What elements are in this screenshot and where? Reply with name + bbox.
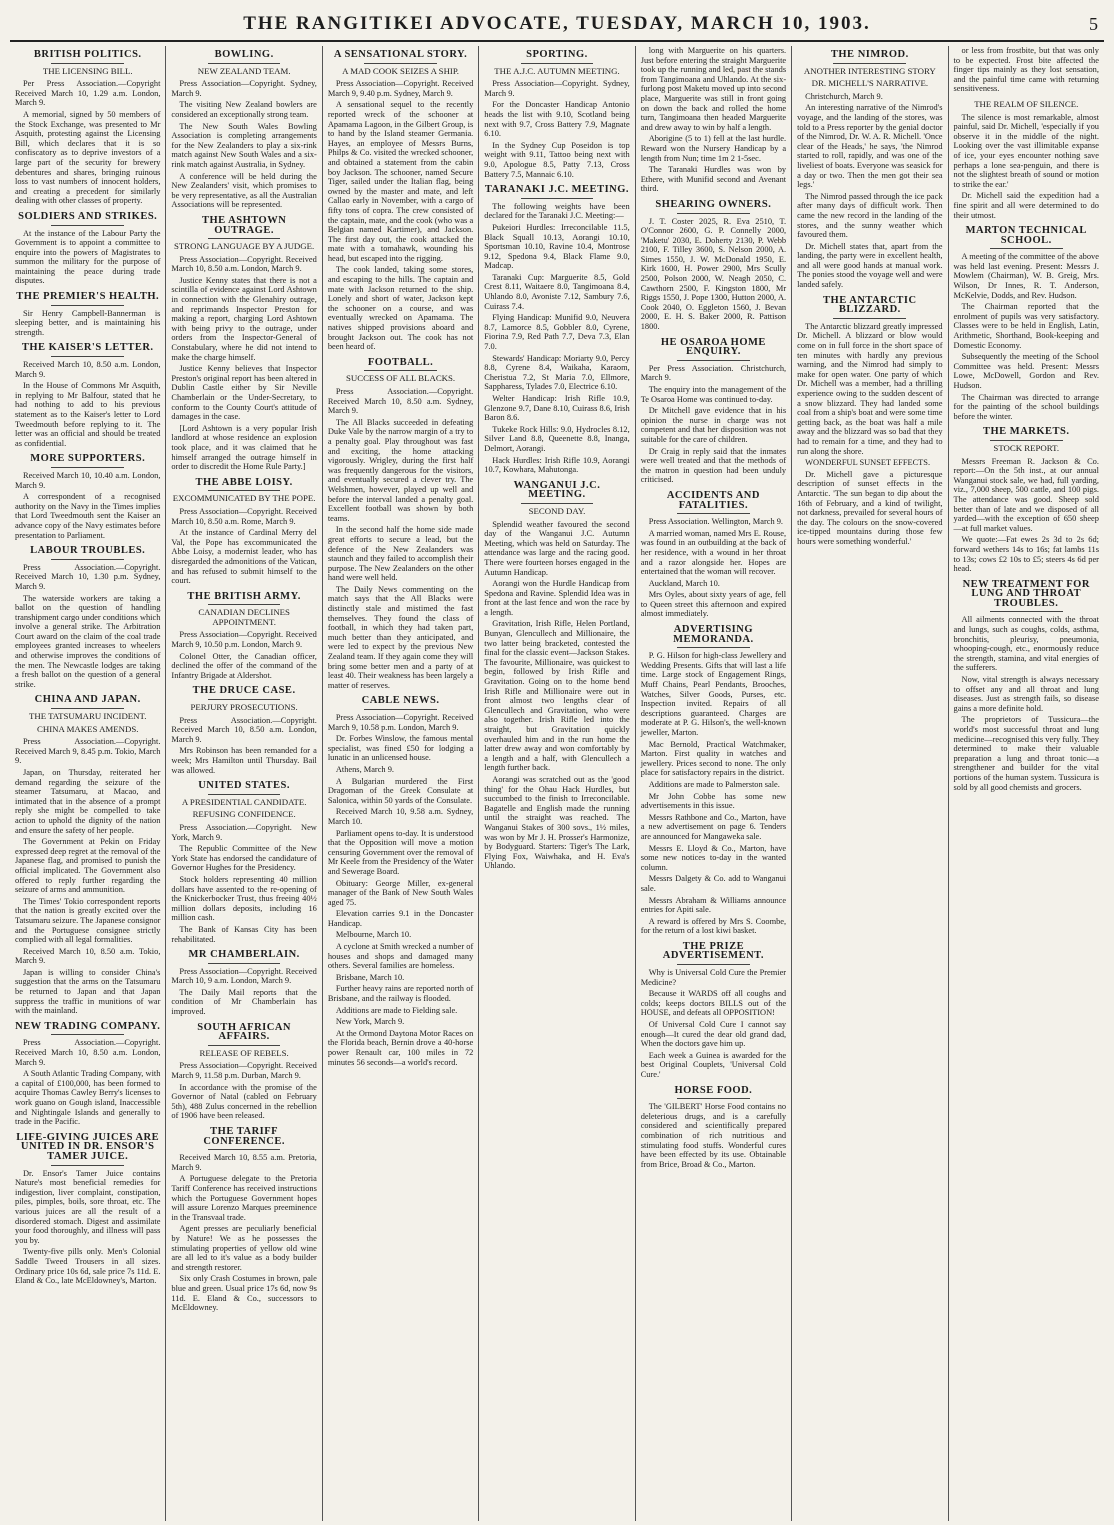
article-subheading: SECOND DAY.	[528, 505, 586, 516]
article-paragraph: We quote:—Fat ewes 2s 3d to 2s 6d; forward wethers 14s to 16s; fat lambs 11s to 13s; cows £2 10s to £5; steers 4s 6d per head.	[953, 535, 1099, 574]
article-paragraph: Received March 10, 8.55 a.m. Pretoria, March 9.	[171, 1153, 317, 1172]
article-paragraph: Melbourne, March 10.	[335, 930, 412, 940]
article-paragraph: Japan, on Thursday, reiterated her demand regarding the seizure of the steamer Tatsumaru, at Macao, and intimated that in the absence of a prompt reply she might be compelled to take action to uphold the dignity of the nation and ensure the safety of her people.	[15, 768, 161, 835]
headline-rule	[677, 1098, 750, 1099]
column-7	[949, 46, 1104, 1521]
article-paragraph: Dr. Forbes Winslow, the famous mental specialist, was fined £50 for lodging a lunatic in an unlicensed house.	[327, 734, 474, 763]
article-paragraph: Press Association.—Copyright. Received March 10, 8.50 a.m. London, March 9.	[15, 1038, 161, 1067]
article-paragraph: Per Press Association.—Copyright Received March 10, 1.29 a.m. London, March 9.	[15, 79, 161, 108]
article-subheading: NEW ZEALAND TEAM.	[197, 65, 291, 76]
article-paragraph: The Daily Mail reports that the condition of Mr Chamberlain has improved.	[171, 987, 317, 1017]
article-paragraph: A South Atlantic Trading Company, with a capital of £100,000, has been formed to acquire Thomas Cawley Berry's licenses to work guano on Gough island, Inaccessible and Nightingale Islands and generally to trade in the Pacific.	[15, 1069, 161, 1127]
article	[171, 216, 316, 472]
article	[171, 1127, 316, 1313]
article-paragraph: Six only Crash Costumes in brown, pale blue and green. Usual price 17s 6d, now 9s 11d. E. Eland & Co., successors to McEldowney.	[171, 1274, 317, 1313]
article-headline: THE ASHTOWN OUTRAGE.	[201, 214, 287, 236]
headline-rule	[677, 964, 750, 965]
article	[171, 478, 316, 586]
article	[641, 625, 786, 936]
newspaper-title: THE RANGITIKEI ADVOCATE, TUESDAY, MARCH 10, 1903.	[243, 13, 871, 34]
article-paragraph: Press Association.—Copyright. Received March 10, 8.50 a.m. London, March 9.	[171, 715, 317, 744]
article-headline: MORE SUPPORTERS.	[30, 453, 146, 465]
article-headline: THE ANTARCTIC BLIZZARD.	[823, 294, 917, 316]
column-1	[10, 46, 166, 1521]
article	[641, 200, 786, 332]
article-headline: ACCIDENTS AND FATALITIES.	[666, 489, 760, 511]
article-headline: BOWLING.	[214, 49, 274, 60]
article-paragraph: Press Association.—Copyright. Received March 9, 8.45 p.m. Tokio, March 9.	[15, 737, 161, 766]
article-headline: THE DRUCE CASE.	[192, 685, 296, 697]
article-paragraph: The silence is most remarkable, almost painful, said Dr. Michell, 'especially if you observe it in the middle of the night. Looking over the vast illimitable expanse of ice, your eyes encounter nothing save perhaps a lone sea-penguin, and there is not the slightest breath of sound or motion to strike the ear.'	[953, 112, 1099, 189]
article-paragraph: Agent presses are peculiarly beneficial by Nature! We as he possesses the stimulating properties of yellow old wine are all led to it's value as a body builder and strength restorer.	[171, 1224, 317, 1272]
article-paragraph: Dr Mitchell gave evidence that in his opinion the nurse in charge was not competent and that her disposition was not suitable for the care of children.	[640, 406, 787, 444]
article-paragraph: Dr. Michell said the expedition had a fine spirit and all were determined to do their utmost.	[953, 191, 1099, 220]
article-paragraph: The Nimrod passed through the ice pack after many days of difficult work. Then came the new record in the landing of the stores, and the sunny weather which favoured them.	[797, 191, 943, 240]
article-paragraph: Mrs Robinson has been remanded for a week; Mrs Hamilton until Thursday. Bail was allowed.	[171, 746, 317, 775]
article-paragraph: The Government at Pekin on Friday expressed deep regret at the removal of the Japanese flag, and promised to punish the official implicated. The Government also offered to reply further regarding the seizure of arms and ammunition.	[15, 837, 161, 895]
headline-rule	[208, 490, 281, 491]
article-headline: THE KAISER'S LETTER.	[21, 342, 154, 354]
headline-rule	[364, 370, 437, 371]
article	[484, 50, 629, 179]
headline-rule	[364, 63, 437, 64]
article	[328, 358, 473, 691]
article-headline: MARTON TECHNICAL SCHOOL.	[965, 225, 1087, 246]
article-paragraph: Messrs E. Lloyd & Co., Marton, have some new notices to-day in the wanted column.	[640, 843, 787, 872]
article-headline: THE PRIZE ADVERTISEMENT.	[662, 940, 765, 962]
article-paragraph: Twenty-five pills only. Men's Colonial Saddle Tweed Trousers in all sizes. Ordinary price 10s 6d, sale price 7s 11d. E. Eland & Co., late McEldowney's, Marton.	[15, 1247, 161, 1286]
headline-rule	[208, 699, 281, 700]
article-paragraph: or less from frostbite, but that was only to be expected. Frost bite affected the finger tips mainly as they lost sensation, and the painful time came with returning sensitiveness.	[953, 46, 1099, 94]
headline-rule	[990, 611, 1063, 612]
article-subheading: STOCK REPORT.	[993, 442, 1060, 453]
article-subheading: DR. MICHELL'S NARRATIVE.	[811, 78, 929, 89]
article-paragraph: Further heavy rains are reported north of Brisbane, and the railway is flooded.	[327, 984, 474, 1004]
article	[15, 1022, 160, 1127]
article-paragraph: Obituary: George Miller, ex-general manager of the Bank of New South Wales aged 75.	[327, 878, 474, 907]
column-6	[792, 46, 948, 1521]
article-paragraph: In the second half the home side made great efforts to secure a lead, but the defence of the New Zealanders was staunch and they failed to accomplish their purpose. The New Zealanders on the other hand were well held.	[327, 525, 474, 583]
article-paragraph: Aborigine (5 to 1) fell at the last hurdle. Reward won the Nursery Handicap by a length from Nun; time 1m 2 1-5sec.	[640, 134, 787, 163]
article-paragraph: The visiting New Zealand bowlers are considered an exceptionally strong team.	[171, 100, 317, 119]
article-headline: SOUTH AFRICAN AFFAIRS.	[197, 1021, 291, 1043]
article-paragraph: Justice Kenny believes that Inspector Preston's original report has been altered in Dublin Castle either by Sir Neville Chamberlain or the Under-Secretary, to conform to the County Court's attitude of damages in the case.	[171, 364, 317, 422]
article-paragraph: Colonel Otter, the Canadian officer, declined the offer of the command of the Infantry Brigade at Aldershot.	[171, 651, 317, 680]
article-paragraph: At the Ormond Daytona Motor Races on the Florida beach, Bernin drove a 40-horse power Renault car, 100 miles in 72 minutes 56 seconds—a world's record.	[327, 1028, 474, 1067]
article-headline: HE OSAROA HOME ENQUIRY.	[660, 336, 766, 358]
article-paragraph: Press Association.—Copyright. Received March 10, 8.50 a.m. Sydney, March 9.	[327, 387, 474, 416]
headline-rule	[51, 305, 124, 306]
article	[641, 46, 786, 194]
article-subheading: THE REALM OF SILENCE.	[974, 98, 1079, 109]
article-headline: THE PREMIER'S HEALTH.	[16, 291, 160, 303]
article-paragraph: Because it WARDS off all coughs and colds; keeps doctors BILLS out of the HOUSE, and defeats all OPPOSITION!	[640, 989, 787, 1018]
article-subheading: THE TATSUMARU INCIDENT.	[28, 711, 147, 722]
article	[15, 343, 160, 448]
article-paragraph: Now, vital strength is always necessary to offset any and all throat and lung diseases. Just as strength fails, so disease gains a more definite hold.	[953, 675, 1099, 713]
headline-rule	[990, 248, 1063, 249]
headline-rule	[208, 604, 281, 605]
article-subheading: A MAD COOK SEIZES A SHIP.	[342, 65, 459, 76]
article-paragraph: Auckland, March 10.	[648, 578, 720, 588]
article-paragraph: Stewards' Handicap: Moriarty 9.0, Percy 8.8, Cyrene 8.4, Waikaha, Karaom, Cheristua 7.2, St Maria 7.0, Ellmore, Sappharess, Tylades 7.0, Electrice 6.10.	[484, 353, 630, 392]
article-paragraph: Splendid weather favoured the second day of the Wanganui J.C. Autumn Meeting, which was held on Saturday. The attendance was large and the racing good. There were fourteen horses engaged in the Autumn Handicap.	[484, 519, 630, 577]
article	[15, 292, 160, 337]
article-paragraph: Press Association—Copyright. Received March 9, 9.40 p.m. Sydney, March 9.	[327, 79, 474, 98]
article-paragraph: Why is Universal Cold Cure the Premier Medicine?	[640, 968, 787, 987]
article-paragraph: The Taranaki Hurdles was won by Ethere, with Munifid second and Avenant third.	[640, 165, 787, 194]
article	[171, 950, 316, 1017]
article-paragraph: Received March 10, 10.40 a.m. London, March 9.	[15, 470, 161, 490]
article-paragraph: Aorangi won the Hurdle Handicap from Spedona and Ravine. Splendid Idea was in front at the last fence and won the race by a length.	[484, 579, 630, 617]
article-paragraph: Dr. Michell states that, apart from the landing, the party were in excellent health, and all were good hands at manual work. The ponies stood the voyage well and were landed safely.	[797, 241, 943, 290]
article-headline: ADVERTISING MEMORANDA.	[673, 624, 754, 645]
article-paragraph: In the Sydney Cup Poseidon is top weight with 9.11, Tattoo being next with 9.0, Apologue 8.5, Patty 7.13, Cross Battery 7.5, Mannaic 6.10.	[484, 140, 630, 179]
article-paragraph: The All Blacks succeeded in defeating Duke Vale by the narrow margin of a try to a penalty goal. Play throughout was fast and exciting, the home attacking vigorously. Wrigley, during the first half was frequently dangerous for the visitors, and eventually secured a clever try. The Welshmen, however, played up well and before the interval landed a penalty goal. Excellent football was shown by both teams.	[327, 417, 474, 523]
columns-container	[10, 46, 1104, 1521]
article	[15, 695, 160, 1015]
article-paragraph: Press Association—Copyright. Received March 10, 8.50 a.m. London, March 9.	[171, 254, 317, 274]
article-paragraph: Received March 10, 8.50 a.m. London, March 9.	[15, 360, 161, 379]
article-paragraph: Per Press Association. Christchurch, March 9.	[640, 363, 787, 383]
article-paragraph: Sir Henry Campbell-Bannerman is sleeping better, and is maintaining his strength.	[15, 308, 161, 337]
article-headline: NEW TREATMENT FOR LUNG AND THROAT TROUBLES.	[962, 578, 1090, 609]
article-paragraph: In accordance with the promise of the Governor of Natal (cabled on February 5th), 488 Zulus concerned in the rebellion of 1906 have been released.	[171, 1082, 317, 1121]
article	[641, 338, 786, 485]
article-paragraph: The Republic Committee of the New York State has endorsed the candidature of Governor Hughes for the Presidency.	[171, 844, 317, 873]
article-paragraph: A memorial, signed by 50 members of the Stock Exchange, was presented to Mr Asquith, protesting against the Licensing Bill, which declares that it is so confiscatory as to deprive investors of a large part of the security for brewery debentures and shares, bringing ruinous loss to vast numbers of innocent holders, and creating a precedent for similarly dealing with other classes of property.	[15, 109, 161, 206]
article-paragraph: Parliament opens to-day. It is understood that the Opposition will move a motion censuring Government over the removal of Mr Keele from the Presidency of the Water and Sewerage Board.	[327, 828, 474, 876]
headline-rule	[51, 1165, 124, 1166]
article-paragraph: Messrs Abraham & Williams announce entries for Apiti sale.	[640, 895, 787, 915]
column-2	[166, 46, 322, 1521]
headline-rule	[833, 318, 906, 319]
article-paragraph: Press Association—Copyright. Received March 9, 11.58 p.m. Durban, March 9.	[171, 1061, 317, 1081]
article-headline: TARANAKI J.C. MEETING.	[484, 184, 630, 196]
article-headline: THE BRITISH ARMY.	[187, 590, 301, 602]
article	[641, 942, 786, 1080]
headline-rule	[208, 63, 281, 64]
article-paragraph: Press Association—Copyright. Received March 10, 8.50 a.m. Rome, March 9.	[171, 506, 317, 526]
article-paragraph: Messrs Dalgety & Co. add to Wanganui sale.	[640, 874, 787, 893]
article-headline: THE MARKETS.	[982, 426, 1070, 438]
article-paragraph: Christchurch, March 9.	[805, 91, 883, 101]
article-paragraph: A sensational sequel to the recently reported wreck of the schooner at Apamama Lagoon, in the Gilbert Group, is to hand by the Island steamer Germania. Hayes, an employee of Messrs Burns, Philps & Co. visited the wrecked schooner, and obtained a statement from the cabin boy Jackson. The schooner, named Secure Tiger, sailed under the Italian flag, being owned by the master and mate, and left Callao early in November, with a cargo of fifty tons of copra. The crew consisted of the captain, mate, and the cook (who was a Belgian named Kartimer), and Jackson. The first day out, the cook attacked the mate with a tomahawk, wounding his head, but escaped into the rigging.	[327, 100, 474, 263]
headline-rule	[51, 708, 124, 709]
article-subheading: EXCOMMUNICATED BY THE POPE.	[172, 493, 316, 504]
article-paragraph: The proprietors of Tussicura—the world's most successful throat and lung medicine—recognised this very fully. They determined to make their valuable preparation a lung and throat tonic—a strengthener and builder for the vital portions of the human system. Tussicura is sold by all good chemists and grocers.	[953, 715, 1099, 792]
article-headline: LIFE-GIVING JUICES ARE UNITED IN DR. ENSOR'S TAMER JUICE.	[16, 1131, 160, 1162]
article-headline: THE NIMROD.	[830, 49, 909, 60]
headline-rule	[208, 794, 281, 795]
article-paragraph: Of Universal Cold Cure I cannot say enough—It cured the dear old grand dad, When the doctors gave him up.	[640, 1020, 787, 1049]
article-paragraph: Hack Hurdles: Irish Rifle 10.9, Aorangi 10.7, Kowhara, Mahutonga.	[484, 455, 630, 475]
article-paragraph: J. T. Coster 2025, R. Eva 2510, T. O'Connor 2600, G. P. Connelly 2000, 'Maketu' 2030, E. Doherty 2130, P. Webb 2100, F. Tilley 3600, S. Nelson 2000, A. Simes 1550, J. W. McDonald 1950, E. Kirk 1600, H. Power 2900, Mrs Scully 2500, Polson 2000, W. Neagh 2050, C. Cawthorn 2500, F. Kingston 1800, Mr Riggs 1550, J. Pope 1300, Hutton 2000, A. Cook 2040, O. Eggleton 1560, J. Bevan 2000, E. H. S. Baker 2000, R. Pattison 1800.	[640, 216, 787, 332]
article-paragraph: In the House of Commons Mr Asquith, in replying to Mr Balfour, stated that he had nothing to add to his previous statement as to the Kaiser's letter to Lord Tweedmouth before replying to it. The letter was an official and should be treated as confidential.	[15, 381, 161, 448]
headline-rule	[208, 963, 281, 964]
article-paragraph: The Daily News commenting on the match says that the All Blacks were distinctly stale and mistimed the fast themselves. They found the class of football, in which they had taken part, much better than they anticipated, and were led to expect by the previous New Zealand team. If they again come they will bring some better men and a party of at least 40. Their weakness has been largely a matter of reserves.	[327, 584, 474, 690]
article-paragraph: [Lord Ashtown is a very popular Irish landlord at whose residence an explosion took place, and it was claimed that he himself arranged the outrage himself in order to discredit the Home Rule Party.]	[171, 423, 317, 472]
article-paragraph: Brisbane, March 10.	[335, 972, 405, 982]
article-paragraph: Gravitation, Irish Rifle, Helen Portland, Bunyan, Glencullech and Millionaire, the two latter being bracketed, contested the final for the classic event—Jackson Stakes. The favourite, Millionaire, was quickest to begin, followed by Irish Rifle and Gravitation. Going on to the home bend Irish Rifle and Millionaire were out in front almost two lengths clear of Glencullech and Gravitation, who were also together. Irish Rifle led into the straight, but Gravitation quickly overhauled him and in the run home the latter drew away and won comfortably by a length and a half, with Glencullech a length further back.	[484, 619, 630, 773]
article-headline: NEW TRADING COMPANY.	[15, 1020, 161, 1032]
article	[171, 592, 316, 681]
article-headline: UNITED STATES.	[198, 780, 291, 792]
article-subheading: A PRESIDENTIAL CANDIDATE.	[181, 796, 307, 807]
article-paragraph: Press Association—Copyright. Received March 9, 10.50 p.m. London, March 9.	[171, 630, 317, 650]
article-headline: THE TARIFF CONFERENCE.	[203, 1126, 285, 1147]
article-paragraph: Flying Handicap: Munifid 9.0, Neuvera 8.7, Lamorce 8.5, Gobbler 8.0, Cyrene, Fiorina 7.9, Red Path 7.7, Deva 7.3, Elan 7.0.	[484, 313, 630, 352]
headline-rule	[208, 1149, 281, 1150]
article-headline: SHEARING OWNERS.	[655, 198, 772, 210]
article-headline: WANGANUI J.C. MEETING.	[513, 479, 601, 501]
article-paragraph: An interesting narrative of the Nimrod's voyage, and the landing of the stores, was told to a Press reporter by the genial doctor of the Nimrod, Dr. W. A. R. Michell. 'Once clear of the Heads,' he says, 'the Nimrod started to roll, rapidly, and was one of the liveliest of boats. Everyone was seasick for a day or two. Then the men got their sea legs.'	[797, 103, 943, 190]
page-number: 5	[1089, 14, 1098, 34]
article-paragraph: Dr. Michell gave a picturesque description of sunset effects in the Antarctic. 'The sun began to dip about the 16th of February, and a kind of twilight, not darkness, prevailed for several hours of the day. The colours on the snow-covered ice-tipped mountains during those few hours were something wonderful.'	[797, 469, 943, 546]
article-paragraph: Mrs Oyles, about sixty years of age, fell to Queen street this afternoon and expired almost immediately.	[640, 590, 787, 619]
article-subheading: ANOTHER INTERESTING STORY	[803, 65, 936, 76]
article-subheading: CHINA MAKES AMENDS.	[37, 723, 139, 734]
article-paragraph: The Antarctic blizzard greatly impressed Dr. Michell. A blizzard or blow would come on in full force in the short space of ten minutes with hardly any previous warning, and the Nimrod had simply to make for open water. One party of which Dr. Michell was a member, had a thrilling experience owing to the sudden descent of a snow blizzard. They had landed some coal from a ship's boat and were some time getting back, as the boat was half a mile away and the blizzard was so bad that they had to remain for a time, and they had to run along the shore.	[797, 321, 943, 456]
article	[15, 454, 160, 540]
article-paragraph: Press Association. Wellington, March 9.	[648, 517, 784, 527]
headline-rule	[521, 503, 594, 504]
article-paragraph: The Bank of Kansas City has been rehabilitated.	[171, 924, 317, 944]
article-paragraph: Tukeke Rock Hills: 9.0, Hydrocles 8.12, Silver Land 8.8, Queenette 8.8, Inanga, Delmort, Aorangi.	[484, 424, 630, 453]
article	[171, 1023, 316, 1121]
article	[484, 185, 629, 475]
article-paragraph: Justice Kenny states that there is not a scintilla of evidence against Lord Ashtown in connection with the Glenahiry outrage, and reprimands Inspector Preston for making a report, charging Lord Ashtown with being privy to the outrage, under orders from the Inspector-General of Constabulary, where he did not intend to make the charge himself.	[171, 275, 317, 362]
article	[641, 1086, 786, 1170]
column-4	[479, 46, 635, 1521]
article-headline: SPORTING.	[526, 49, 588, 60]
headline-rule	[521, 198, 594, 199]
article-paragraph: Dr. Ensor's Tamer Juice contains Nature's most beneficial remedies for indigestion, liver complaint, constipation, piles, pimples, boils, sore throat, etc. The various juices are all the result of a disordered stomach. Digest and assimilate your food thoroughly, and illness will pass you by.	[15, 1168, 161, 1245]
article-paragraph: Press Association.—Copyright. Received March 10, 1.30 p.m. Sydney, March 9.	[15, 562, 161, 591]
masthead	[10, 8, 1104, 42]
article-paragraph: The enquiry into the management of the Te Osaroa Home was continued to-day.	[640, 385, 787, 404]
article-paragraph: The cook landed, taking some stores, and escaping to the hills. The captain and mate with Jackson returned to the ship. Lonely and short of water, Jackson kept the schooner on a course, and was eventually wrecked on Apamama. The natives shipped provisions aboard and brought Jackson out. The cook has not been heard of.	[327, 265, 474, 352]
article-paragraph: Additions are made to Palmerston sale.	[648, 779, 780, 789]
article	[15, 212, 160, 286]
article-subheading: THE A.J.C. AUTUMN MEETING.	[494, 65, 620, 76]
headline-rule	[833, 63, 906, 64]
article-paragraph: Received March 10, 8.50 a.m. Tokio, March 9.	[15, 946, 161, 966]
article-paragraph: Mr John Cobbe has some new advertisements in this issue.	[640, 791, 787, 811]
article-subheading: PERJURY PROSECUTIONS.	[190, 702, 298, 713]
column-5	[636, 46, 792, 1521]
article-paragraph: Press Association—Copyright. Sydney, March 9.	[171, 79, 317, 98]
article	[954, 100, 1099, 220]
article-paragraph: Received March 10, 9.58 a.m. Sydney, March 10.	[327, 807, 474, 826]
article-headline: HORSE FOOD.	[674, 1084, 753, 1096]
article-paragraph: A meeting of the committee of the above was held last evening. Present: Messrs J. Mowlem (Chairman), W. B. Greig, Mrs. Wilson, Dr Innes, R. T. Anderson, McKelvie, Dodds, and Rev. Hudson.	[953, 252, 1099, 300]
article-paragraph: Taranaki Cup: Marguerite 8.5, Gold Crest 8.11, Waitaere 8.0, Tangimoana 8.4, Uhlando 8.0, Avoniste 7.12, Sambury 7.6, Cuirass 7.4.	[484, 272, 630, 311]
article-paragraph: A Bulgarian murdered the First Dragoman of the Greek Consulate at Salonica, within 50 yards of the Consulate.	[327, 776, 474, 805]
article-paragraph: A Portuguese delegate to the Pretoria Tariff Conference has received instructions which the Portuguese Government hopes will assure Lorenzo Marques preeminence in the Transvaal trade.	[171, 1174, 317, 1222]
headline-rule	[521, 63, 594, 64]
article	[328, 696, 473, 1067]
article-headline: BRITISH POLITICS.	[33, 49, 142, 60]
article	[954, 580, 1099, 792]
article	[954, 427, 1099, 573]
article-paragraph: Additions are made to Fielding sale.	[335, 1005, 458, 1015]
article	[328, 50, 473, 352]
article-paragraph: WONDERFUL SUNSET EFFECTS.	[805, 458, 931, 468]
article-paragraph: Press Association—Copyright. Sydney, March 9.	[484, 79, 630, 98]
article-paragraph: The Chairman reported that the enrolment of pupils was very satisfactory. Classes were to be held in English, Latin, Arithmetic, Shorthand, Book-keeping and Domestic Economy.	[953, 302, 1099, 350]
headline-rule	[51, 559, 124, 560]
article-paragraph: Welter Handicap: Irish Rifle 10.9, Glenzone 9.7, Dane 8.10, Cuirass 8.6, Irish Baron 8.6.	[484, 394, 630, 423]
headline-rule	[51, 63, 124, 64]
article-paragraph: A correspondent of a recognised authority on the Navy in the Times implies that Lord Tweedmouth sent the Kaiser an advance copy of the Navy estimates before presentation to Parliament.	[15, 492, 161, 540]
article	[797, 50, 942, 290]
article	[15, 1133, 160, 1286]
headline-rule	[51, 1034, 124, 1035]
article-paragraph: Press Association—Copyright. Received March 9, 10.58 p.m. London, March 9.	[327, 713, 474, 732]
article-subheading: STRONG LANGUAGE BY A JUDGE.	[174, 241, 315, 252]
article-paragraph: New York, March 9.	[335, 1017, 405, 1027]
article-subheading: RELEASE OF REBELS.	[199, 1047, 289, 1058]
article	[171, 781, 316, 944]
article-paragraph: All ailments connected with the throat and lungs, such as coughs, colds, asthma, bronchitis, pleurisy, pneumonia, whooping-cough, etc., enormously reduce the strength, stamina, and vital energies of the sufferers.	[953, 615, 1099, 673]
article-paragraph: Messrs Freeman R. Jackson & Co. report:—On the 5th inst., at our annual Wanganui stock sale, we had, full yarding, viz., 7,000 sheep, 500 cattle, and 100 pigs. The attendance was good. Sheep sold better than of late and we disposed of all yarded—with the exception of 650 sheep—at full market values.	[953, 456, 1099, 533]
article-headline: FOOTBALL.	[367, 356, 434, 368]
column-3	[323, 46, 479, 1521]
article-headline: MR CHAMBERLAIN.	[188, 949, 300, 961]
article-paragraph: A conference will be held during the New Zealanders' visit, which promises to be very representative, as all the Australian Associations will be represented.	[171, 171, 317, 210]
headline-rule	[990, 440, 1063, 441]
article	[954, 46, 1099, 94]
article-paragraph: A reward is offered by Mrs S. Coombe, for the return of a lost kiwi basket.	[640, 916, 787, 936]
headline-rule	[51, 225, 124, 226]
headline-rule	[677, 360, 750, 361]
headline-rule	[364, 709, 437, 710]
article-paragraph: Press Association—Copyright. Received March 10, 9 a.m. London, March 9.	[171, 966, 317, 986]
article-subheading: CANADIAN DECLINES APPOINTMENT.	[198, 607, 290, 627]
headline-rule	[677, 513, 750, 514]
article	[15, 50, 160, 206]
article-paragraph: The Times' Tokio correspondent reports that the nation is greatly excited over the Tatsumaru seizure. The Japanese consignor and the Portuguese consignee strictly complied with all legal formalities.	[15, 896, 161, 945]
article-paragraph: At the instance of Cardinal Merry del Val, the Pope has excommunicated the Abbe Loisy, a modernist leader, who has disregarded the admonitions of the Vatican, and has refused to submit himself to the court.	[171, 528, 317, 586]
article	[171, 686, 316, 775]
article-paragraph: For the Doncaster Handicap Antonio heads the list with 9.10, Scotland being next with 9.7, Cross Battery 7.9, Magnate 6.10.	[484, 100, 630, 139]
article-paragraph: The New South Wales Bowling Association is completing arrangements for the New Zealanders to play a six-rink match against New South Wales and a six-rink match against Australia, in Sydney.	[171, 121, 317, 169]
headline-rule	[677, 213, 750, 214]
article-headline: CHINA AND JAPAN.	[34, 694, 141, 706]
article-paragraph: Dr Craig in reply said that the inmates were well treated and that the methods of the matron in question had been unduly criticised.	[640, 446, 787, 485]
article-paragraph: A married woman, named Mrs E. Rouse, was found in an outbuilding at the back of her residence, with a wound in her throat and a razor alongside her. Hopes are entertained that the woman will recover.	[640, 528, 787, 577]
article-paragraph: The 'GILBERT' Horse Food contains no deleterious drugs, and is a carefully considered and scientifically prepared combination of rich nutritious and stimulating food stuffs. Wonderful cures have been effected by its use. Obtainable from Brice, Broad & Co., Marton.	[640, 1102, 787, 1169]
article-headline: SOLDIERS AND STRIKES.	[18, 210, 158, 222]
article-paragraph: Press Association.—Copyright. New York, March 9.	[171, 822, 317, 842]
headline-rule	[208, 1045, 281, 1046]
article-subheading: REFUSING CONFIDENCE.	[192, 809, 296, 820]
article-paragraph: Mac Bernold, Practical Watchmaker, Marton. First quality in watches and jewellery. Prices second to none. The only place for satisfactory repairs in the district.	[640, 739, 787, 778]
article-headline: THE ABBE LOISY.	[195, 476, 293, 488]
headline-rule	[51, 467, 124, 468]
article-headline: A SENSATIONAL STORY.	[333, 49, 468, 60]
article	[171, 50, 316, 210]
article-paragraph: Stock holders representing 40 million dollars have assented to the re-opening of the Knickerbocker Trust, thus freeing 40½ million dollars deposits, including 16 million cash.	[171, 874, 317, 923]
article-paragraph: Elevation carries 9.1 in the Doncaster Handicap.	[327, 909, 474, 928]
article-paragraph: The Chairman was directed to arrange for the painting of the school buildings before the winter.	[953, 392, 1099, 421]
headline-rule	[677, 647, 750, 648]
article-paragraph: Pukeiori Hurdles: Irreconcilable 11.5, Black Squall 10.13, Aorangi 10.10, Sportsman 10.10, Ravine 10.4, Montrose 9.12, Spedona 9.4, Black Flame 9.0, Madcap.	[484, 222, 630, 271]
article-paragraph: Messrs Rathbone and Co., Marton, have a new advertisement on page 6. Tenders are announced for Mangaweka sale.	[640, 812, 787, 841]
article-paragraph: A cyclone at Smith wrecked a number of houses and shops and damaged many others. Several families are homeless.	[327, 942, 474, 971]
article-subheading: SUCCESS OF ALL BLACKS.	[345, 373, 456, 384]
article-paragraph: The waterside workers are taking a ballot on the question of handling transhipment cargo under conditions which involve a general strike. The Arbitration Court award on the claim of the coal trade employees granted increases to wheelers and otherwise improves the conditions of the men. The Newcastle lodges are taking a fresh ballot on the question of a general strike.	[15, 593, 161, 689]
article-paragraph: The following weights have been declared for the Taranaki J.C. Meeting:—	[484, 201, 630, 221]
article-headline: LABOUR TROUBLES.	[30, 545, 146, 557]
article-paragraph: Each week a Guinea is awarded for the best Original Couplets, 'Universal Cold Cure.'	[640, 1050, 787, 1079]
article-paragraph: Athens, March 9.	[335, 764, 394, 774]
article-paragraph: At the instance of the Labour Party the Government is to appoint a committee to enquire into the powers of Magistrates to summon the military for the purpose of maintaining the peace during trade disputes.	[15, 228, 161, 286]
article-subheading: THE LICENSING BILL.	[42, 65, 133, 76]
article-paragraph: Aorangi was scratched out as the 'good thing' for the Ohau Hack Hurdles, but succumbed to the finish to Irreconcilable. Bagatelle and English made the running until the straight was reached. The Wanganui Stakes of 300 sovs., 1½ miles, was won by Mr J. H. Prosser's Harmonize, by Bodyguard. Starters: Tiger's The Lark, Flying Fox, Waiwhaka, and H. Eva's Uhlando.	[484, 774, 630, 871]
article-paragraph: long with Marguerite on his quarters. Just before entering the straight Marguerite took up the running and led, past the stands from Tangimoana and Uhlando. At the six-furlong post Maketu moved up into second place, Marguerite was still in front going on down the back and rolled the home turn, Tangimoana then headed Marguerite and drew away to win by half a length.	[640, 46, 787, 132]
article	[15, 546, 160, 689]
article	[484, 481, 629, 871]
headline-rule	[208, 238, 281, 239]
headline-rule	[51, 356, 124, 357]
article	[797, 296, 942, 547]
article-headline: CABLE NEWS.	[361, 695, 440, 707]
article-paragraph: P. G. Hilson for high-class Jewellery and Wedding Presents. Gifts that will last a life time. Large stock of Engagement Rings, Muff Chains, Pearl Pendants, Brooches, Watches, Silver Goods, Purses, etc. Inspection invited. Repairs of all descriptions guaranteed. Charges are moderate at P. G. Hilson's, the well-known jeweller, Marton.	[640, 651, 787, 737]
article	[641, 491, 786, 619]
article	[954, 226, 1099, 421]
article-paragraph: Japan is willing to consider China's suggestion that the arms on the Tatsumaru be returned to Japan and that Japan suppress the traffic in munitions of war with the mainland.	[15, 967, 161, 1016]
article-paragraph: Subsequently the meeting of the School Committee was held. Present: Messrs Lowe, McDowell, Gordon and Rev. Hudson.	[953, 352, 1099, 390]
